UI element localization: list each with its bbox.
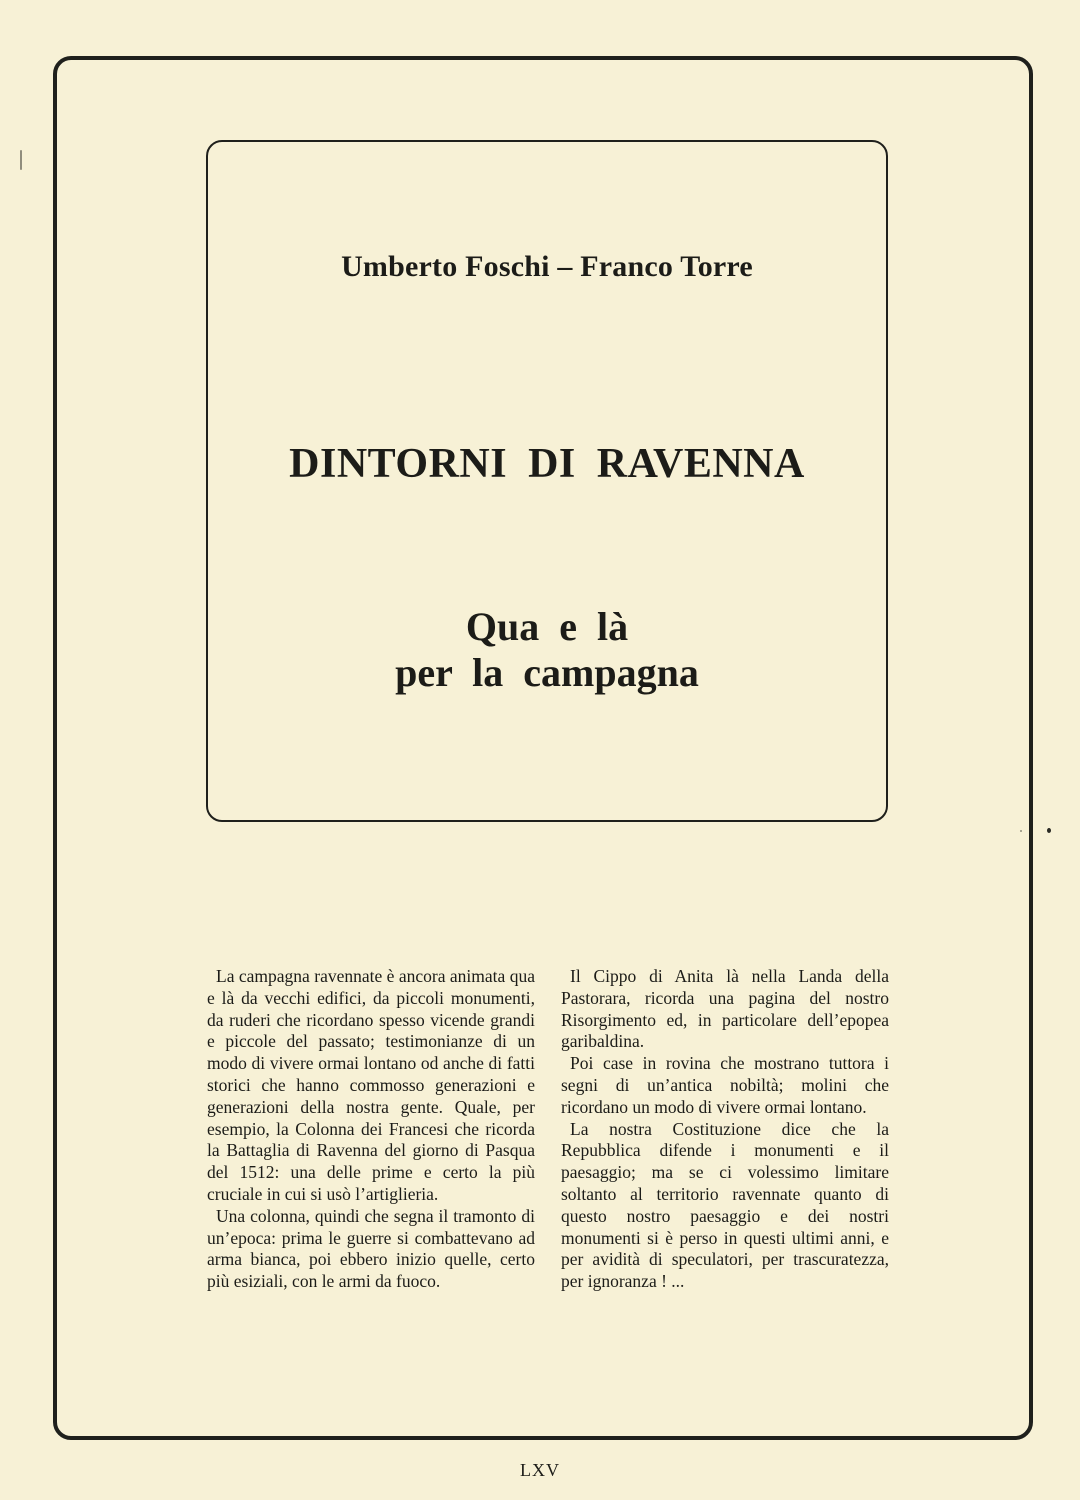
- article-body: [207, 966, 889, 1293]
- authors-line: Umberto Foschi – Franco Torre: [341, 250, 753, 283]
- article-paragraph-5: La nostra Costituzione dice che la Repubblica difende i monumenti e il paesaggio; ma se ci volessimo limitare soltanto al territorio ravennate quanto di questo nostro paesaggio e dei nostri monumenti si è perso in questi ultimi anni, e per avidità di speculatori, per trascuratezza, per ignoranza ! ...: [561, 1118, 889, 1292]
- article-paragraph-2: Una colonna, quindi che segna il tramonto di un’epoca: prima le guerre si combattevano ad arma bianca, poi ebbero inizio quelle, certo più esiziali, con le armi da fuoco.: [207, 1205, 535, 1292]
- subtitle-line-2: per la campagna: [395, 650, 699, 695]
- article-paragraph-3: Il Cippo di Anita là nella Landa della Pastorara, ricorda una pagina del nostro Risorgimento ed, in particolare dell’epopea garibaldina.: [561, 966, 889, 1052]
- subtitle-line-1: Qua e là: [465, 604, 629, 649]
- title-box: [206, 140, 888, 822]
- article-paragraph-4: Poi case in rovina che mostrano tuttora i segni di un’antica nobiltà; molini che ricordano un modo di vivere ormai lontano.: [561, 1053, 889, 1117]
- article-paragraph-1: La campagna ravennate è ancora animata qua e là da vecchi edifici, da piccoli monumenti, da ruderi che ricordano spesso vicende grandi e piccole del passato; testimonianze di un modo di vivere ormai lontano od anche di fatti storici che hanno commosso generazioni e generazioni della nostra gente. Quale, per esempio, la Colonna dei Francesi che ricorda la Battaglia di Ravenna del giorno di Pasqua del 1512: una delle prime e certo la più cruciale in cui si usò l’artiglieria.: [207, 966, 535, 1204]
- subtitle: [208, 604, 886, 696]
- scan-speck: [1047, 828, 1051, 833]
- main-title: DINTORNI DI RAVENNA: [289, 441, 805, 487]
- scan-speck: [1020, 830, 1022, 832]
- scan-speck: [20, 150, 22, 170]
- page-number: LXV: [520, 1460, 560, 1480]
